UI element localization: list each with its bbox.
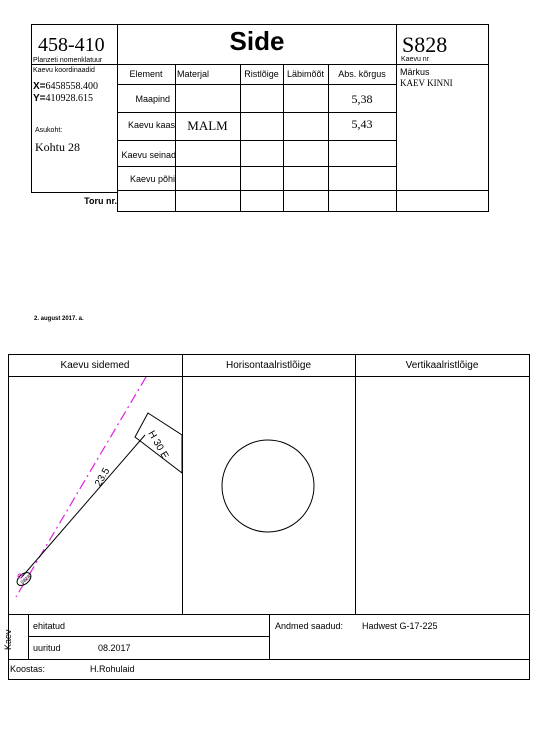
page-title: Side	[229, 26, 285, 56]
footer-surveyed-label: uuritud	[33, 643, 61, 653]
row-abs-kaevu-kaas: 5,43	[351, 117, 373, 131]
well-links-sketch	[8, 377, 182, 614]
coord-y-prefix: Y=	[33, 93, 46, 104]
header-abs-height: Abs. kõrgus	[338, 69, 386, 79]
row-abs-maapind: 5,38	[351, 92, 373, 106]
location-value: Kohtu 28	[35, 140, 80, 154]
row-element-kaevu-seinad: Kaevu seinad	[121, 150, 176, 160]
well-marker-label: S828	[19, 573, 33, 587]
col-well-links: Kaevu sidemed	[60, 360, 130, 371]
footer-author-value: H.Rohulaid	[90, 664, 135, 674]
coords-label: Kaevu koordinaadid	[33, 67, 95, 74]
coord-x	[33, 81, 98, 92]
col-vertical-section: Vertikaalristlõige	[405, 360, 479, 371]
notes-header: Märkus	[400, 67, 430, 77]
nomenclature-label: Planzeti nomenklatuur	[33, 57, 103, 64]
footer-side-label: Kaev	[3, 629, 13, 650]
footer-built-label: ehitatud	[33, 621, 66, 631]
distance-line	[21, 435, 145, 578]
footer-data-value: Hadwest G-17-225	[362, 621, 438, 631]
well-circle	[222, 440, 314, 532]
pipe-label: Toru nr.	[84, 196, 117, 206]
coord-y	[33, 93, 93, 104]
horizontal-section-drawing	[183, 377, 355, 614]
notes-value: KAEV KINNI	[400, 78, 453, 88]
row-element-maapind: Maapind	[135, 94, 170, 104]
header-cross-section: Ristlõige	[244, 69, 279, 79]
coord-x-prefix: X=	[33, 81, 46, 92]
location-label: Asukoht:	[35, 127, 63, 134]
footer-author-label: Koostas:	[10, 664, 46, 674]
reference-line	[16, 377, 146, 597]
col-horizontal-section: Horisontaalristlõige	[225, 360, 312, 371]
nomenclature-value: 458-410	[38, 34, 105, 56]
header-element: Element	[129, 69, 163, 79]
well-number-label: Kaevu nr	[401, 56, 430, 63]
footer-data-label: Andmed saadud:	[275, 621, 344, 631]
coord-x-value: 6458558.400	[45, 81, 99, 92]
row-material-kaevu-kaas: MALM	[187, 118, 228, 133]
building-label: H 30 E	[145, 429, 171, 461]
coord-y-value: 410928.615	[45, 93, 94, 104]
header-material: Materjal	[176, 69, 209, 79]
row-element-kaevu-kaas: Kaevu kaas	[127, 120, 175, 130]
footer-surveyed-value: 08.2017	[98, 643, 131, 653]
distance-label: 23.5	[93, 466, 113, 489]
row-element-kaevu-pohi: Kaevu põhi	[129, 174, 175, 184]
date-note: 2. august 2017. a.	[34, 316, 84, 322]
well-number: S828	[402, 32, 448, 57]
header-diameter: Läbimõõt	[286, 69, 325, 79]
